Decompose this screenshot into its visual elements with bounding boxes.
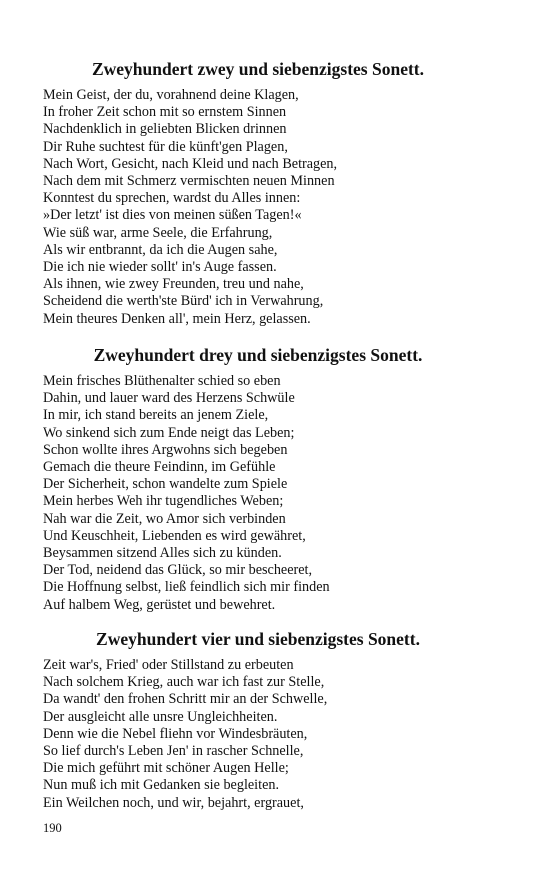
verse-line: Als wir entbrannt, da ich die Augen sahe,	[43, 241, 278, 258]
verse-line: Mein Geist, der du, vorahnend deine Klagen,	[43, 87, 299, 103]
verse-line: So lief durch's Leben Jen' in rascher Schnelle,	[43, 743, 304, 760]
verse-line: Nachdenklich in geliebten Blicken drinnen	[43, 121, 287, 138]
verse-line: Auf halbem Weg, gerüstet und bewehret.	[43, 596, 276, 613]
verse-line: Der ausgleicht alle unsre Ungleichheiten.	[43, 708, 278, 725]
verse-line: Scheidend die werth'ste Bürd' ich in Verwahrung,	[43, 293, 324, 310]
sonnet-title: Zweyhundert zwey und siebenzigstes Sonett.	[91, 59, 425, 79]
verse-line: Nach solchem Krieg, auch war ich fast zur Stelle,	[43, 674, 325, 691]
verse-line: »Der letzt' ist dies von meinen süßen Tagen!«	[43, 207, 302, 224]
sonnet-274	[43, 628, 513, 812]
verse-line: Als ihnen, wie zwey Freunden, treu und nahe,	[43, 276, 304, 293]
sonnet-272	[43, 58, 513, 328]
verse-line: Nun muß ich mit Gedanken sie begleiten.	[43, 777, 280, 794]
verse-line: Dir Ruhe suchtest für die künft'gen Plagen,	[43, 138, 288, 155]
verse-line: Da wandt' den frohen Schritt mir an der Schwelle,	[43, 691, 328, 708]
verse-line: Der Sicherheit, schon wandelte zum Spiele	[43, 476, 288, 493]
verse-line: Konntest du sprechen, wardst du Alles innen:	[43, 190, 301, 207]
verse-line: Mein theures Denken all', mein Herz, gelassen.	[43, 310, 311, 327]
page-number: 190	[43, 821, 62, 835]
verse-line: Schon wollte ihres Argwohns sich begeben	[43, 441, 288, 458]
verse-line: Mein herbes Weh ihr tugendliches Weben;	[43, 493, 284, 510]
verse-line: In mir, ich stand bereits an jenem Ziele,	[43, 407, 269, 424]
verse-line: Ein Weilchen noch, und wir, bejahrt, ergrauet,	[43, 794, 304, 811]
verse-line: Und Keuschheit, Liebenden es wird gewähret,	[43, 527, 306, 544]
verse-line: Die mich geführt mit schöner Augen Helle;	[43, 760, 289, 777]
verse-line: Wie süß war, arme Seele, die Erfahrung,	[43, 224, 273, 241]
verse-line: Beysammen sitzend Alles sich zu künden.	[43, 545, 282, 562]
verse-line: Nah war die Zeit, wo Amor sich verbinden	[43, 510, 286, 527]
verse-line: Dahin, und lauer ward des Herzens Schwüle	[43, 390, 295, 407]
verse-line: Wo sinkend sich zum Ende neigt das Leben;	[43, 424, 295, 441]
verse-line: Mein frisches Blüthenalter schied so eben	[43, 373, 281, 389]
verse-line: Die ich nie wieder sollt' in's Auge fassen.	[43, 259, 277, 276]
verse-line: Gemach die theure Feindinn, im Gefühle	[43, 459, 276, 476]
verse-line: Denn wie die Nebel fliehn vor Windesbräuten,	[43, 725, 308, 742]
verse-line: Zeit war's, Fried' oder Stillstand zu erbeuten	[43, 657, 294, 673]
verse-line: In froher Zeit schon mit so ernstem Sinnen	[43, 104, 287, 121]
sonnet-273	[43, 344, 513, 614]
verse-line: Nach Wort, Gesicht, nach Kleid und nach Betragen,	[43, 155, 338, 172]
sonnet-verse	[43, 87, 513, 328]
verse-line: Die Hoffnung selbst, ließ feindlich sich mir finden	[43, 579, 330, 596]
sonnet-title: Zweyhundert vier und siebenzigstes Sonett.	[96, 629, 420, 649]
verse-line: Nach dem mit Schmerz vermischten neuen Minnen	[43, 173, 335, 190]
sonnet-verse	[43, 373, 513, 614]
sonnet-title: Zweyhundert drey und siebenzigstes Sonett.	[93, 345, 423, 365]
sonnet-verse	[43, 657, 513, 812]
verse-line: Der Tod, neidend das Glück, so mir bescheeret,	[43, 562, 313, 579]
